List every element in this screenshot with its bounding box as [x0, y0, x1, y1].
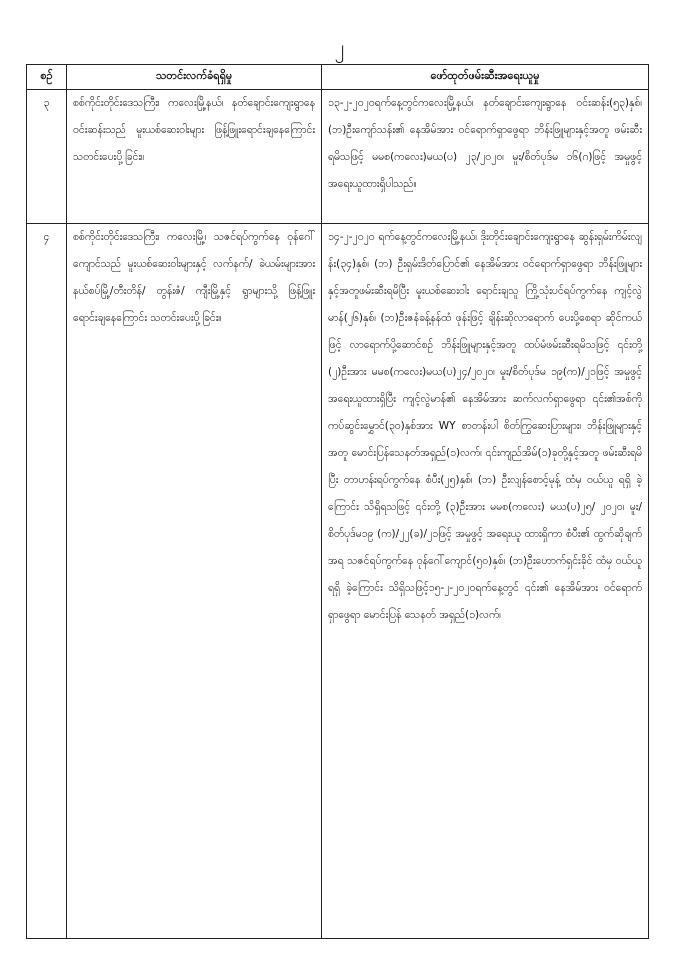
information-text: စစ်ကိုင်းတိုင်းဒေသကြီး၊ ကလေးမြို့၊ သဇင်ရပ်ကွက်နေ ဝုန်ဂေါ်ကျောင်သည် မူးယစ်ဆေးဝါးများနှင့် လက်နက်/ ခဲယမ်းများအား နယ်စပ်မြို့/တီးတိန်/ တွန်းဇံ/ ကျီးမြို့နှင့် ရွာများသို့ ဖြန့်ဖြူး ရောင်းချနေကြောင်း သတင်းပေးပို့ခြင်း။ — [73, 231, 315, 324]
page-number: ၂ — [334, 35, 345, 59]
table-row — [27, 90, 649, 224]
header-information-received: သတင်းလက်ခံရရှိမှု — [67, 65, 322, 90]
action-text: ၁၄-၂-၂၀၂၀ ရက်နေ့တွင်ကလေးမြို့နယ်၊ ဒိုးတိုင်းချောင်းကျေးရွာနေ ဆွန်းရှမ်းကိမ်းလျန်း(၃၄)နှစ်၊ (ဘ) ဦးရှမ်းဒိတ်ပြောင်၏ နေအိမ်အား ဝင်ရောက်ရှာဖွေရာ ဘိန်းဖြူများနှင့်အတူဖမ်းဆီးရမိပြီး မူးယစ်ဆေးဝါး ရောင်းချသူ ကြို့သုံးပင်ရပ်ကွက်နေ ကျင့်လွဲမာန်(၂၆)နှစ်၊ (ဘ)ဦးဇနံခန့်နန်ထံ ဖုန်းဖြင့် ချိန်းဆိုလာရောက် ပေးပို့စေရာ ဆိုင်ကယ်ဖြင့် လာရောက်ပို့ဆောင်စဉ် ဘိန်းဖြူများနှင့်အတူ ထပ်မံဖမ်းဆီးရမိသဖြင့် ၎င်းတို့ (၂)ဦးအား မမစ(ကလေး)မယ(ပ)၂၄/၂၀၂၀၊ မူး/စိတ်ပုဒ်မ ၁၉(က)/၂၁ဖြင့် အမှုဖွင့်အရေးယူထားရှိပြီး ကျင့်လွဲမာန်၏ နေအိမ်အား ဆက်လက်ရှာဖွေရာ ၎င်း၏အစ်ကို ကပ်ဆွင်းမွှောင်(၃၀)နှစ်အား WY စာတန်းပါ စိတ်ကြွဆေးပြားများ၊ ဘိန်းဖြူများနှင့်အတူ မောင်းပြန်သေနတ်အရှည်(၁)လက်၊ ၎င်းကျည်အိမ်(၁)ခုတို့နှင့်အတူ ဖမ်းဆီးရမိပြီး တာဟန်းရပ်ကွက်နေ စံပီး(၂၅)နှစ်၊ (ဘ) ဦးလျန်စောင့်မုန့် ထံမှ ဝယ်ယူ ရရှိ ခဲ့ကြောင်း သိရှိရသဖြင့် ၎င်းတို့ (၃)ဦးအား မမစ(ကလေး) မယ(ပ)၂၅/ ၂၀၂၀၊ မူး/စိတ်ပုဒ်မ၁၉ (က)/၂၂(ခ)/၂၁ဖြင့် အမှုဖွင့် အရေးယူ ထားရှိကာ စံပီး၏ ထွက်ဆိုချက်အရ သဇင်ရပ်ကွက်နေ ဝုန်ဂေါ်ကျောင်(၅၀)နှစ်၊ (ဘ)ဦးဟောက်ရှင်းခိုင် ထံမှ ဝယ်ယူ ရရှိ ခဲ့ကြောင်း သိရှိသဖြင့်၁၅-၂-၂၀၂၀ရက်နေ့တွင် ၎င်း၏ နေအိမ်အား ဝင်ရောက် ရှာဖွေရာ မောင်းပြန် သေနတ် အရှည်(၁)လက်၊ — [328, 231, 642, 621]
information-cell — [67, 224, 322, 939]
table-header-row — [27, 65, 649, 90]
header-arrest-action: ဖော်ထုတ်ဖမ်းဆီးအရေးယူမှု — [322, 65, 649, 90]
table-row — [27, 224, 649, 939]
information-cell — [67, 90, 322, 224]
header-serial-no: စဉ် — [27, 65, 67, 90]
information-text: စစ်ကိုင်းတိုင်းဒေသကြီး၊ ကလေးမြို့နယ်၊ နတ်ချောင်းကျေးရွာနေ ဝင်းဆန်းသည် မူးယစ်ဆေးဝါးများ ဖြန့်ဖြူးရောင်းချနေကြောင်း သတင်းပေးပို့ခြင်း။ — [73, 97, 315, 163]
serial-no-cell: ၄ — [27, 224, 67, 939]
document-table — [26, 64, 649, 939]
action-cell — [322, 90, 649, 224]
action-text: ၁၃-၂-၂၀၂၀ရက်နေ့တွင်ကလေးမြို့နယ်၊ နတ်ချောင်းကျေးရွာနေ ဝင်းဆန်း(၅၃)နှစ်၊ (ဘ)ဦးကျော်သန်း၏ နေအိမ်အား ဝင်ရောက်ရှာဖွေရာ ဘိန်းဖြူများနှင့်အတူ ဖမ်းဆီးရမိသဖြင့် မမစ(ကလေး)မယ(ပ) ၂၃/၂၀၂၀၊ မူး/စိတ်ပုဒ်မ ၁၆(ဂ)ဖြင့် အမှုဖွင့် အရေးယူထားရှိပါသည်။ — [328, 97, 642, 190]
serial-no-cell: ၃ — [27, 90, 67, 224]
action-cell — [322, 224, 649, 939]
